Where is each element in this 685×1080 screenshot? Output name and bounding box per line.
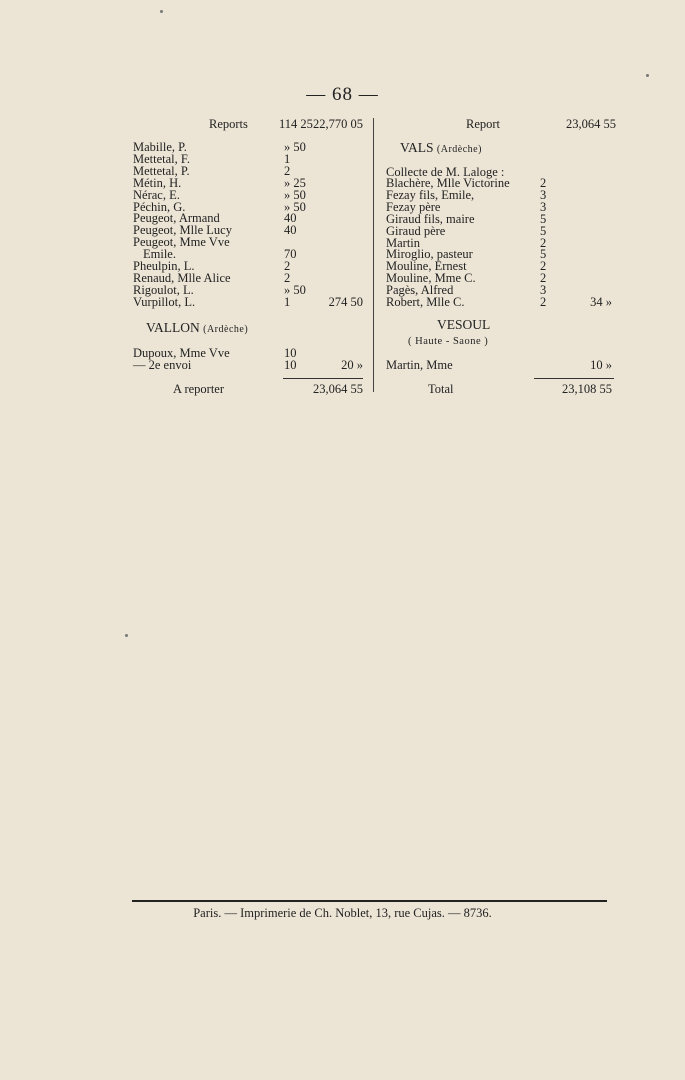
entry-row bbox=[386, 296, 612, 308]
entry-name: Métin, H. bbox=[133, 175, 182, 190]
entry-name: Vurpillot, L. bbox=[133, 294, 196, 309]
imprint-line: Paris. — Imprimerie de Ch. Noblet, 13, rue Cujas. — 8736. bbox=[193, 906, 492, 920]
entry-subtotal: 274 50 bbox=[328, 294, 363, 309]
entry-row bbox=[386, 359, 612, 371]
entry-amount: » 50 bbox=[284, 199, 306, 214]
entry-name: Rigoulot, L. bbox=[133, 282, 194, 297]
entry-amount: » 50 bbox=[284, 140, 306, 154]
paper-speck bbox=[125, 634, 128, 637]
vallon-title: VALLON bbox=[146, 320, 200, 335]
entry-amount: 2 bbox=[284, 270, 291, 285]
entry-amount: 2 bbox=[540, 271, 547, 286]
entry-name: Miroglio, pasteur bbox=[386, 247, 473, 262]
entry-name: Pagès, Alfred bbox=[386, 283, 454, 298]
right-total-rule bbox=[534, 378, 614, 379]
entry-row bbox=[386, 201, 612, 213]
right-header bbox=[386, 118, 616, 132]
left-header-col2: 22,770 05 bbox=[313, 117, 363, 131]
entry-name: Martin, Mme bbox=[386, 358, 453, 372]
vallon-subtitle: (Ardèche) bbox=[203, 324, 249, 335]
footer-rule bbox=[132, 900, 607, 902]
entry-subtotal: 20 » bbox=[341, 357, 363, 372]
left-header-col1: 114 25 bbox=[279, 117, 313, 131]
entry-amount: 1 bbox=[284, 151, 291, 166]
entry-row bbox=[133, 165, 363, 177]
entry-name: Mouline, Mme C. bbox=[386, 271, 476, 286]
entry-name: Renaud, Mlle Alice bbox=[133, 270, 231, 285]
left-footer bbox=[133, 383, 368, 397]
vesoul-subtitle: ( Haute - Saone ) bbox=[408, 336, 489, 347]
entry-row bbox=[133, 296, 363, 308]
entry-name: Nérac, E. bbox=[133, 187, 180, 202]
column-divider bbox=[373, 118, 374, 392]
entry-amount: 3 bbox=[540, 283, 547, 298]
entry-amount: 3 bbox=[540, 199, 547, 214]
entry-name: Fezay père bbox=[386, 199, 441, 214]
page-number: — 68 — bbox=[306, 84, 379, 105]
entry-amount: 2 bbox=[540, 235, 547, 250]
vals-heading bbox=[400, 140, 482, 156]
entry-name: Pheulpin, L. bbox=[133, 259, 195, 273]
entry-name: Peugeot, Mlle Lucy bbox=[133, 223, 232, 238]
entry-row bbox=[133, 359, 363, 371]
vals-subtitle: (Ardèche) bbox=[436, 144, 482, 155]
entry-name: Giraud fils, maire bbox=[386, 211, 475, 226]
right-footer bbox=[386, 383, 616, 397]
entry-name: Dupoux, Mme Vve bbox=[133, 346, 230, 360]
entry-amount: 3 bbox=[540, 187, 547, 202]
entry-subtotal: 34 » bbox=[590, 295, 612, 309]
entry-subtotal: 10 » bbox=[590, 358, 612, 372]
entry-name: Fezay fils, Emile, bbox=[386, 187, 475, 202]
paper-speck bbox=[160, 10, 163, 13]
entry-amount: 2 bbox=[540, 259, 547, 274]
entry-name: Mouline, Ernest bbox=[386, 259, 467, 274]
left-header bbox=[133, 118, 368, 132]
vals-title: VALS bbox=[400, 140, 434, 155]
vesoul-heading: VESOUL bbox=[437, 317, 491, 332]
entry-amount: » 25 bbox=[284, 175, 306, 190]
left-footer-label: A reporter bbox=[173, 382, 225, 396]
right-footer-label: Total bbox=[428, 382, 454, 396]
entry-name: Mettetal, F. bbox=[133, 151, 190, 166]
paper-speck bbox=[646, 74, 649, 77]
entry-name: Giraud père bbox=[386, 223, 446, 238]
entry-amount: 10 bbox=[284, 346, 297, 360]
entry-amount: 70 bbox=[284, 247, 297, 262]
entry-amount: 10 bbox=[284, 357, 297, 372]
entry-row bbox=[386, 213, 612, 225]
entry-amount: 40 bbox=[284, 223, 297, 238]
right-footer-total: 23,108 55 bbox=[562, 382, 612, 396]
entry-name: Péchin, G. bbox=[133, 199, 186, 214]
entry-row bbox=[133, 189, 363, 201]
right-header-label: Report bbox=[466, 117, 501, 131]
entry-amount: » 50 bbox=[284, 187, 306, 202]
entry-amount: 5 bbox=[540, 211, 547, 226]
entry-amount: 2 bbox=[540, 295, 547, 309]
left-header-label: Reports bbox=[209, 117, 248, 131]
right-header-total: 23,064 55 bbox=[566, 117, 616, 131]
entry-amount: 1 bbox=[284, 294, 291, 309]
entry-row bbox=[133, 284, 363, 296]
left-total-rule bbox=[283, 378, 363, 379]
entry-row bbox=[386, 225, 612, 237]
entry-name: — 2e envoi bbox=[133, 357, 192, 372]
entry-amount: 2 bbox=[284, 163, 291, 178]
entry-name: Peugeot, Armand bbox=[133, 211, 220, 226]
entry-amount: » 50 bbox=[284, 282, 306, 297]
entry-name: Robert, Mlle C. bbox=[386, 295, 465, 309]
collecte-label: Collecte de M. Laloge : bbox=[386, 165, 505, 179]
entry-name: Peugeot, Mme Vve bbox=[133, 235, 230, 250]
entry-name: Mettetal, P. bbox=[133, 163, 190, 178]
vallon-heading bbox=[146, 320, 248, 336]
left-footer-total: 23,064 55 bbox=[313, 382, 363, 396]
entry-amount: 2 bbox=[284, 259, 291, 273]
entry-row bbox=[133, 177, 363, 189]
entry-amount: 5 bbox=[540, 223, 547, 238]
entry-name: Blachère, Mlle Victorine bbox=[386, 176, 510, 190]
entry-amount: 40 bbox=[284, 211, 297, 226]
entry-name: Martin bbox=[386, 235, 421, 250]
entry-name: Mabille, P. bbox=[133, 140, 187, 154]
entry-name: Emile. bbox=[143, 247, 176, 262]
entry-amount: 5 bbox=[540, 247, 547, 262]
entry-amount: 2 bbox=[540, 176, 547, 190]
